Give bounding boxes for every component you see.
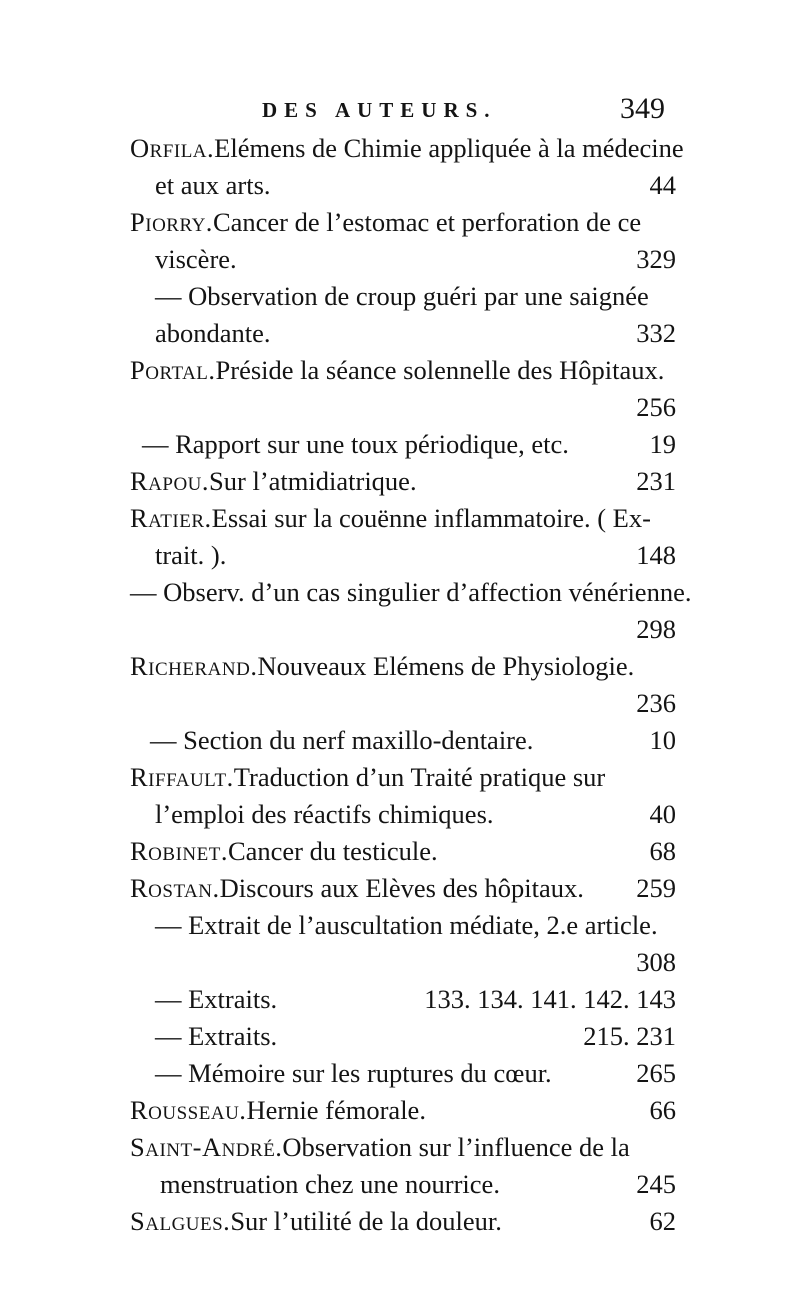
page-reference: 62 xyxy=(649,1206,676,1236)
index-line xyxy=(155,278,676,314)
page-reference: 245 xyxy=(636,1169,676,1199)
index-line xyxy=(155,1018,676,1054)
author-name: Robinet. xyxy=(130,836,228,866)
entry-text: Cancer du testicule. xyxy=(227,836,438,866)
entry-text: — Mémoire sur les ruptures du cœur. xyxy=(155,1058,552,1088)
index-line xyxy=(130,130,684,166)
index-line xyxy=(130,574,692,610)
author-name: Portal. xyxy=(130,355,216,385)
page-reference: 133. 134. 141. 142. 143 xyxy=(424,984,676,1014)
entry-text: Sur l’atmidiatrique. xyxy=(209,466,417,496)
author-name: Orfila. xyxy=(130,133,215,163)
index-line xyxy=(155,1055,676,1091)
author-name: Rostan. xyxy=(130,873,220,903)
author-name: Riffault. xyxy=(130,762,234,792)
index-line xyxy=(155,241,676,277)
page-reference: 10 xyxy=(649,725,676,755)
index-line xyxy=(155,537,676,573)
page-reference: 298 xyxy=(636,614,676,644)
index-line xyxy=(155,315,676,351)
index-line xyxy=(130,500,676,536)
entry-text: trait. ). xyxy=(155,540,227,570)
entry-text: Cancer de l’estomac et perforation de ce xyxy=(212,207,642,237)
entry-text: — Observation de croup guéri par une saignée xyxy=(155,281,649,311)
index-line xyxy=(130,352,676,388)
index-line xyxy=(155,796,676,832)
entry-text: menstruation chez une nourrice. xyxy=(160,1169,500,1199)
index-line xyxy=(130,870,676,906)
entry-text: l’emploi des réactifs chimiques. xyxy=(155,799,494,829)
entry-text: — Extraits. xyxy=(155,984,278,1014)
page-reference: 44 xyxy=(649,170,676,200)
entry-text: et aux arts. xyxy=(155,170,271,200)
entry-text: Sur l’utilité de la douleur. xyxy=(230,1206,502,1236)
running-head: DES AUTEURS. xyxy=(262,98,497,122)
entry-text: — Extrait de l’auscultation médiate, 2.e article. xyxy=(155,910,658,940)
entry-text: abondante. xyxy=(155,318,271,348)
index-line xyxy=(130,759,676,795)
entry-text: — Section du nerf maxillo-dentaire. xyxy=(150,725,534,755)
page-number: 349 xyxy=(620,92,665,125)
index-line xyxy=(155,611,676,647)
index-line xyxy=(160,1166,676,1202)
author-name: Piorry. xyxy=(130,207,213,237)
index-line xyxy=(150,722,676,758)
index-line xyxy=(130,204,676,240)
page-reference: 19 xyxy=(649,429,676,459)
entry-text: Hernie fémorale. xyxy=(246,1095,426,1125)
entry-text: — Observ. d’un cas singulier d’affection vénérienne. xyxy=(130,577,692,607)
entry-text: Traduction d’un Traité pratique sur xyxy=(233,762,606,792)
author-name: Rousseau. xyxy=(130,1095,247,1125)
page-reference: 40 xyxy=(649,799,676,829)
page-reference: 332 xyxy=(636,318,676,348)
entry-text: Nouveaux Elémens de Physiologie. xyxy=(257,651,635,681)
page-reference: 215. 231 xyxy=(583,1021,676,1051)
index-line xyxy=(142,426,676,462)
entry-text: Observation sur l’influence de la xyxy=(282,1132,630,1162)
page-reference: 308 xyxy=(636,947,676,977)
author-name: Rapou. xyxy=(130,466,210,496)
index-line xyxy=(155,981,676,1017)
index-line xyxy=(155,167,676,203)
author-name: Ratier. xyxy=(130,503,212,533)
index-line xyxy=(130,463,676,499)
page-reference: 329 xyxy=(636,244,676,274)
page-reference: 265 xyxy=(636,1058,676,1088)
index-line xyxy=(130,1203,676,1239)
page-header xyxy=(0,92,800,132)
page-reference: 148 xyxy=(636,540,676,570)
index-line xyxy=(130,833,676,869)
index-line xyxy=(130,1092,676,1128)
index-line xyxy=(155,907,676,943)
author-name: Richerand. xyxy=(130,651,258,681)
index-line xyxy=(130,1129,676,1165)
entry-text: Préside la séance solennelle des Hôpitaux. xyxy=(215,355,665,385)
page-reference: 236 xyxy=(636,688,676,718)
entry-text: viscère. xyxy=(155,244,237,274)
page-reference: 259 xyxy=(636,873,676,903)
author-name: Saint-André. xyxy=(130,1132,283,1162)
page-reference: 231 xyxy=(636,466,676,496)
entry-text: — Extraits. xyxy=(155,1021,278,1051)
entry-text: Elémens de Chimie appliquée à la médecine xyxy=(214,133,684,163)
index-line xyxy=(155,389,676,425)
entry-text: Discours aux Elèves des hôpitaux. xyxy=(219,873,584,903)
entry-text: Essai sur la couënne inflammatoire. ( Ex- xyxy=(211,503,651,533)
index-line xyxy=(130,648,676,684)
index-line xyxy=(155,944,676,980)
entry-text: — Rapport sur une toux périodique, etc. xyxy=(142,429,569,459)
author-name: Salgues. xyxy=(130,1206,231,1236)
page-reference: 66 xyxy=(649,1095,676,1125)
page-reference: 68 xyxy=(649,836,676,866)
page-reference: 256 xyxy=(636,392,676,422)
index-line xyxy=(155,685,676,721)
